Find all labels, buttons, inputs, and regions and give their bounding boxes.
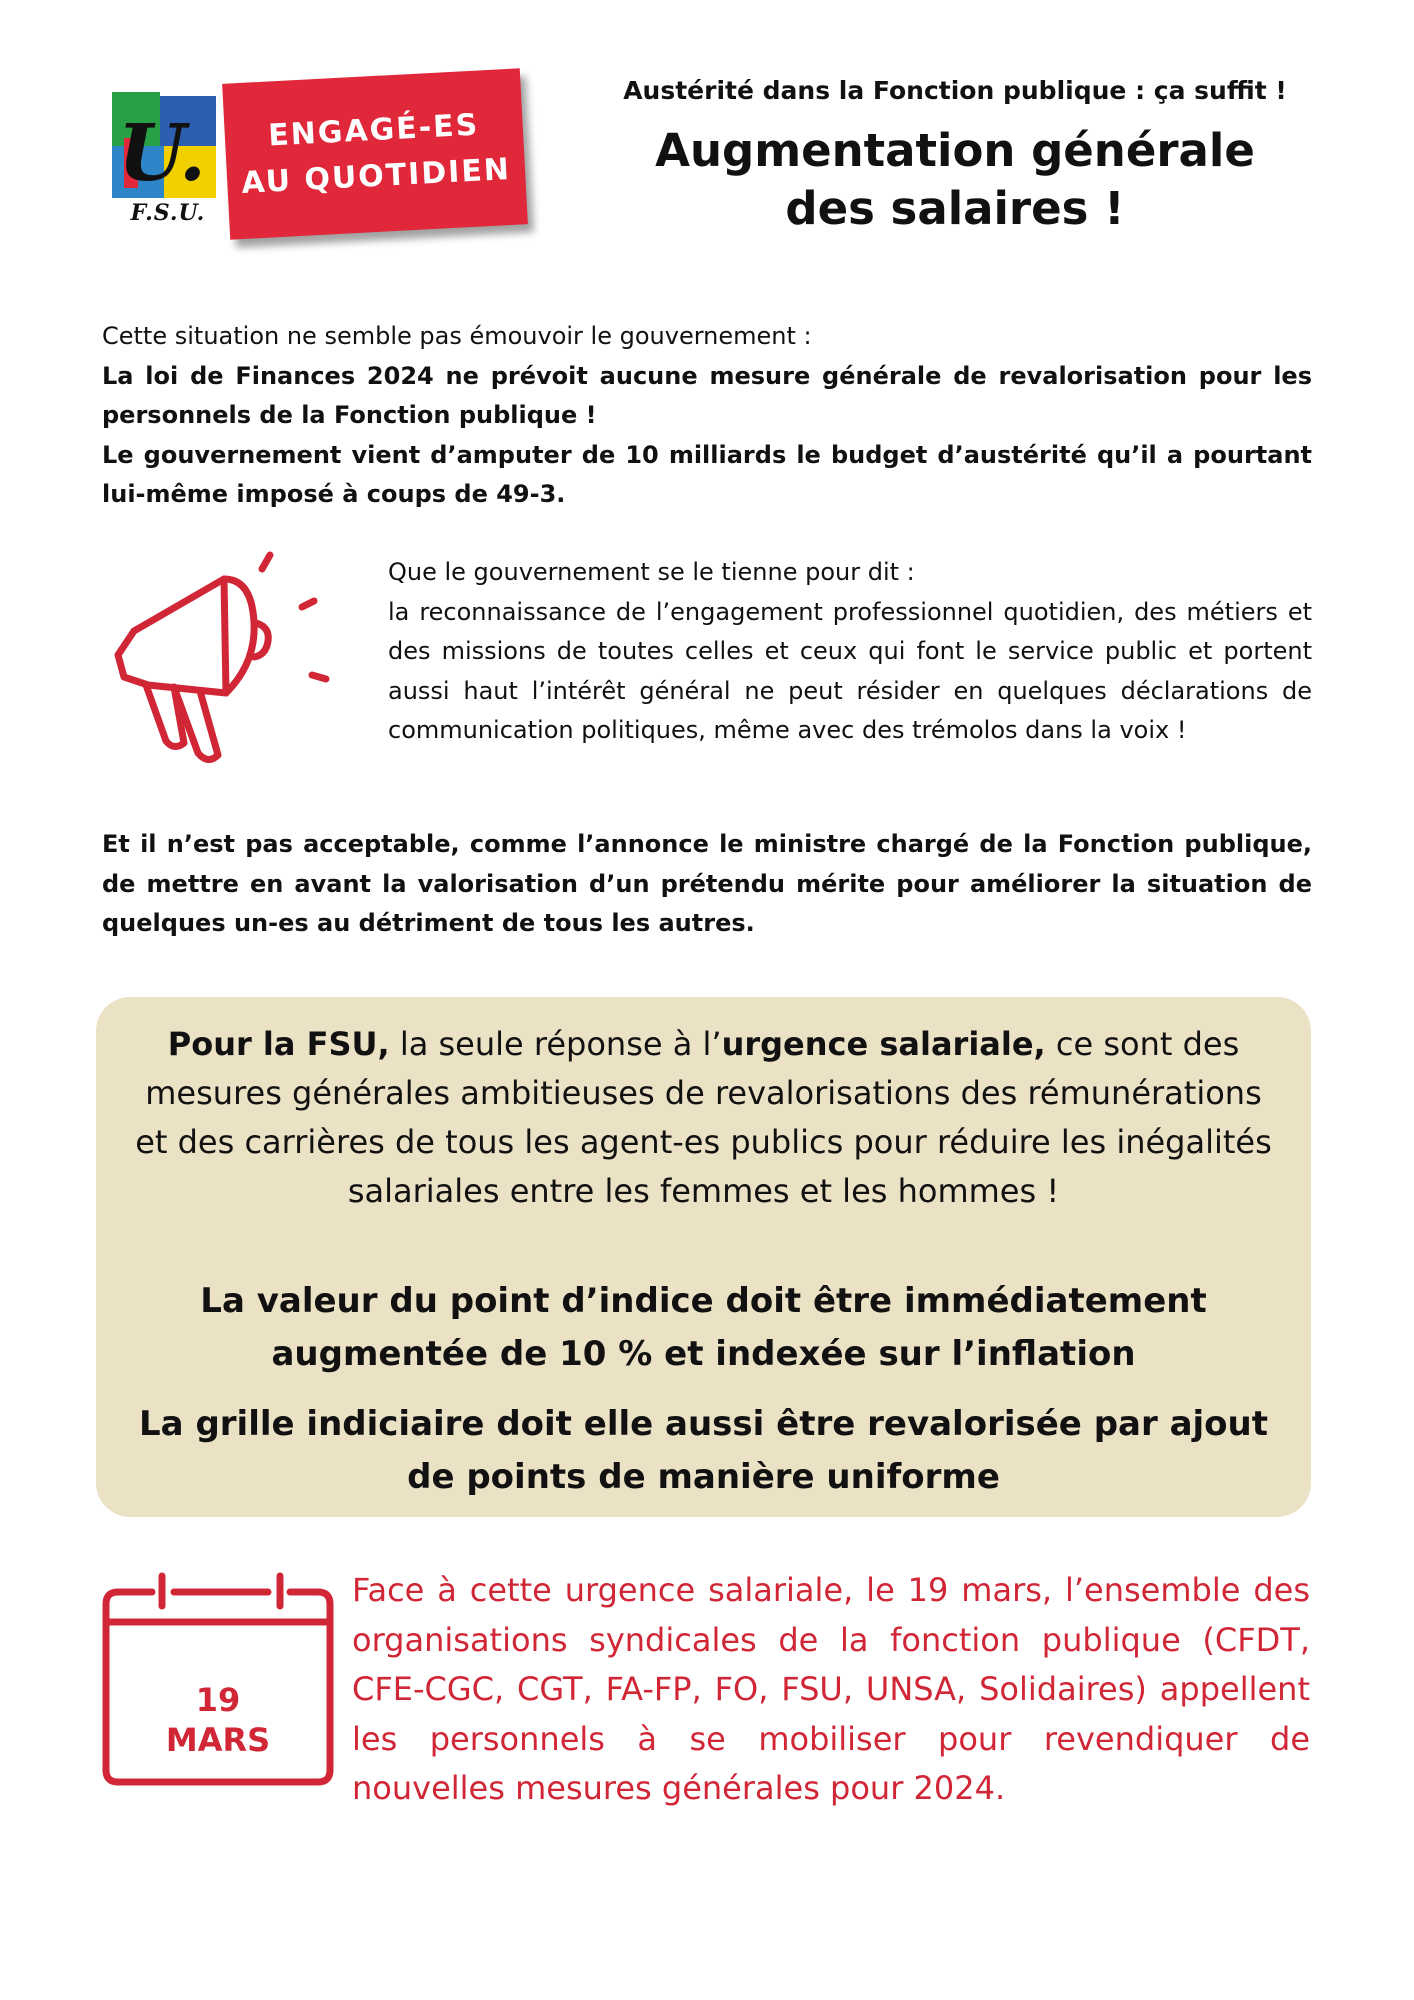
intro-bold-2: Le gouvernement vient d’amputer de 10 milliards le budget d’austérité qu’il a pourtant lui-même imposé à coups de 49-3. [102, 440, 1312, 508]
demands-text-1: la seule réponse à l’ [389, 1025, 722, 1063]
calendar-date [100, 1680, 336, 1760]
warning-paragraph [388, 553, 1312, 751]
calendar-month: MARS [165, 1721, 271, 1759]
intro-lead: Cette situation ne semble pas émouvoir le gouvernement : [102, 322, 812, 350]
demand-point-indice: La valeur du point d’indice doit être immédiatement augmentée de 10 % et indexée sur l’inflation [200, 1281, 1207, 1374]
urgence-salariale: urgence salariale, [721, 1025, 1046, 1063]
megaphone-icon [104, 545, 340, 775]
merit-paragraph: Et il n’est pas acceptable, comme l’annonce le ministre chargé de la Fonction publique, de mettre en avant la valorisation d’un prétendu mérite pour améliorer la situation de quelques un-es au détriment de tous les autres. [102, 830, 1312, 937]
demands-text-2: ce sont des mesures générales ambitieuses de revalorisations des rémunérations et des carrières de tous les agent-es publics pour réduire les inégalités salariales entre les femmes et les hommes ! [135, 1025, 1272, 1210]
page-title [560, 122, 1350, 238]
call-to-action: Face à cette urgence salariale, le 19 mars, l’ensemble des organisations syndicales de la fonction publique (CFDT, CFE-CGC, CGT, FA-FP, FO, FSU, UNSA, Solidaires) appellent les personnels à se mobiliser pour revendiquer de nouvelles mesures générales pour 2024. [352, 1571, 1310, 1807]
engagement-stamp [222, 68, 528, 239]
logo-label: F.S.U. [130, 200, 206, 226]
demand-grille-indiciaire: La grille indiciaire doit elle aussi être revalorisée par ajout de points de manière uniforme [139, 1404, 1268, 1497]
stamp-line-1: ENGAGÉ-ES [267, 107, 481, 154]
stamp-line-2: AU QUOTIDIEN [240, 151, 512, 202]
warning-lead: Que le gouvernement se le tienne pour dit : [388, 558, 915, 586]
kicker: Austérité dans la Fonction publique : ça suffit ! [623, 76, 1287, 105]
calendar-day: 19 [195, 1681, 241, 1719]
demands-intro [126, 1020, 1281, 1216]
intro-bold-1: La loi de Finances 2024 ne prévoit aucune mesure générale de revalorisation pour les personnels de la Fonction publique ! [102, 361, 1312, 429]
page-title-line-1: Augmentation générale [655, 124, 1255, 177]
logo-letter: U. [117, 108, 207, 199]
fsu-lead: Pour la FSU, [167, 1025, 390, 1063]
intro-paragraph [102, 317, 1312, 515]
page-title-line-2: des salaires ! [785, 182, 1125, 235]
warning-body: la reconnaissance de l’engagement professionnel quotidien, des métiers et des missions de toutes celles et ceux qui font le service public et portent aussi haut l’intérêt général ne peut résider en quelques déclarations de communication politiques, même avec des trémolos dans la voix ! [388, 597, 1312, 744]
